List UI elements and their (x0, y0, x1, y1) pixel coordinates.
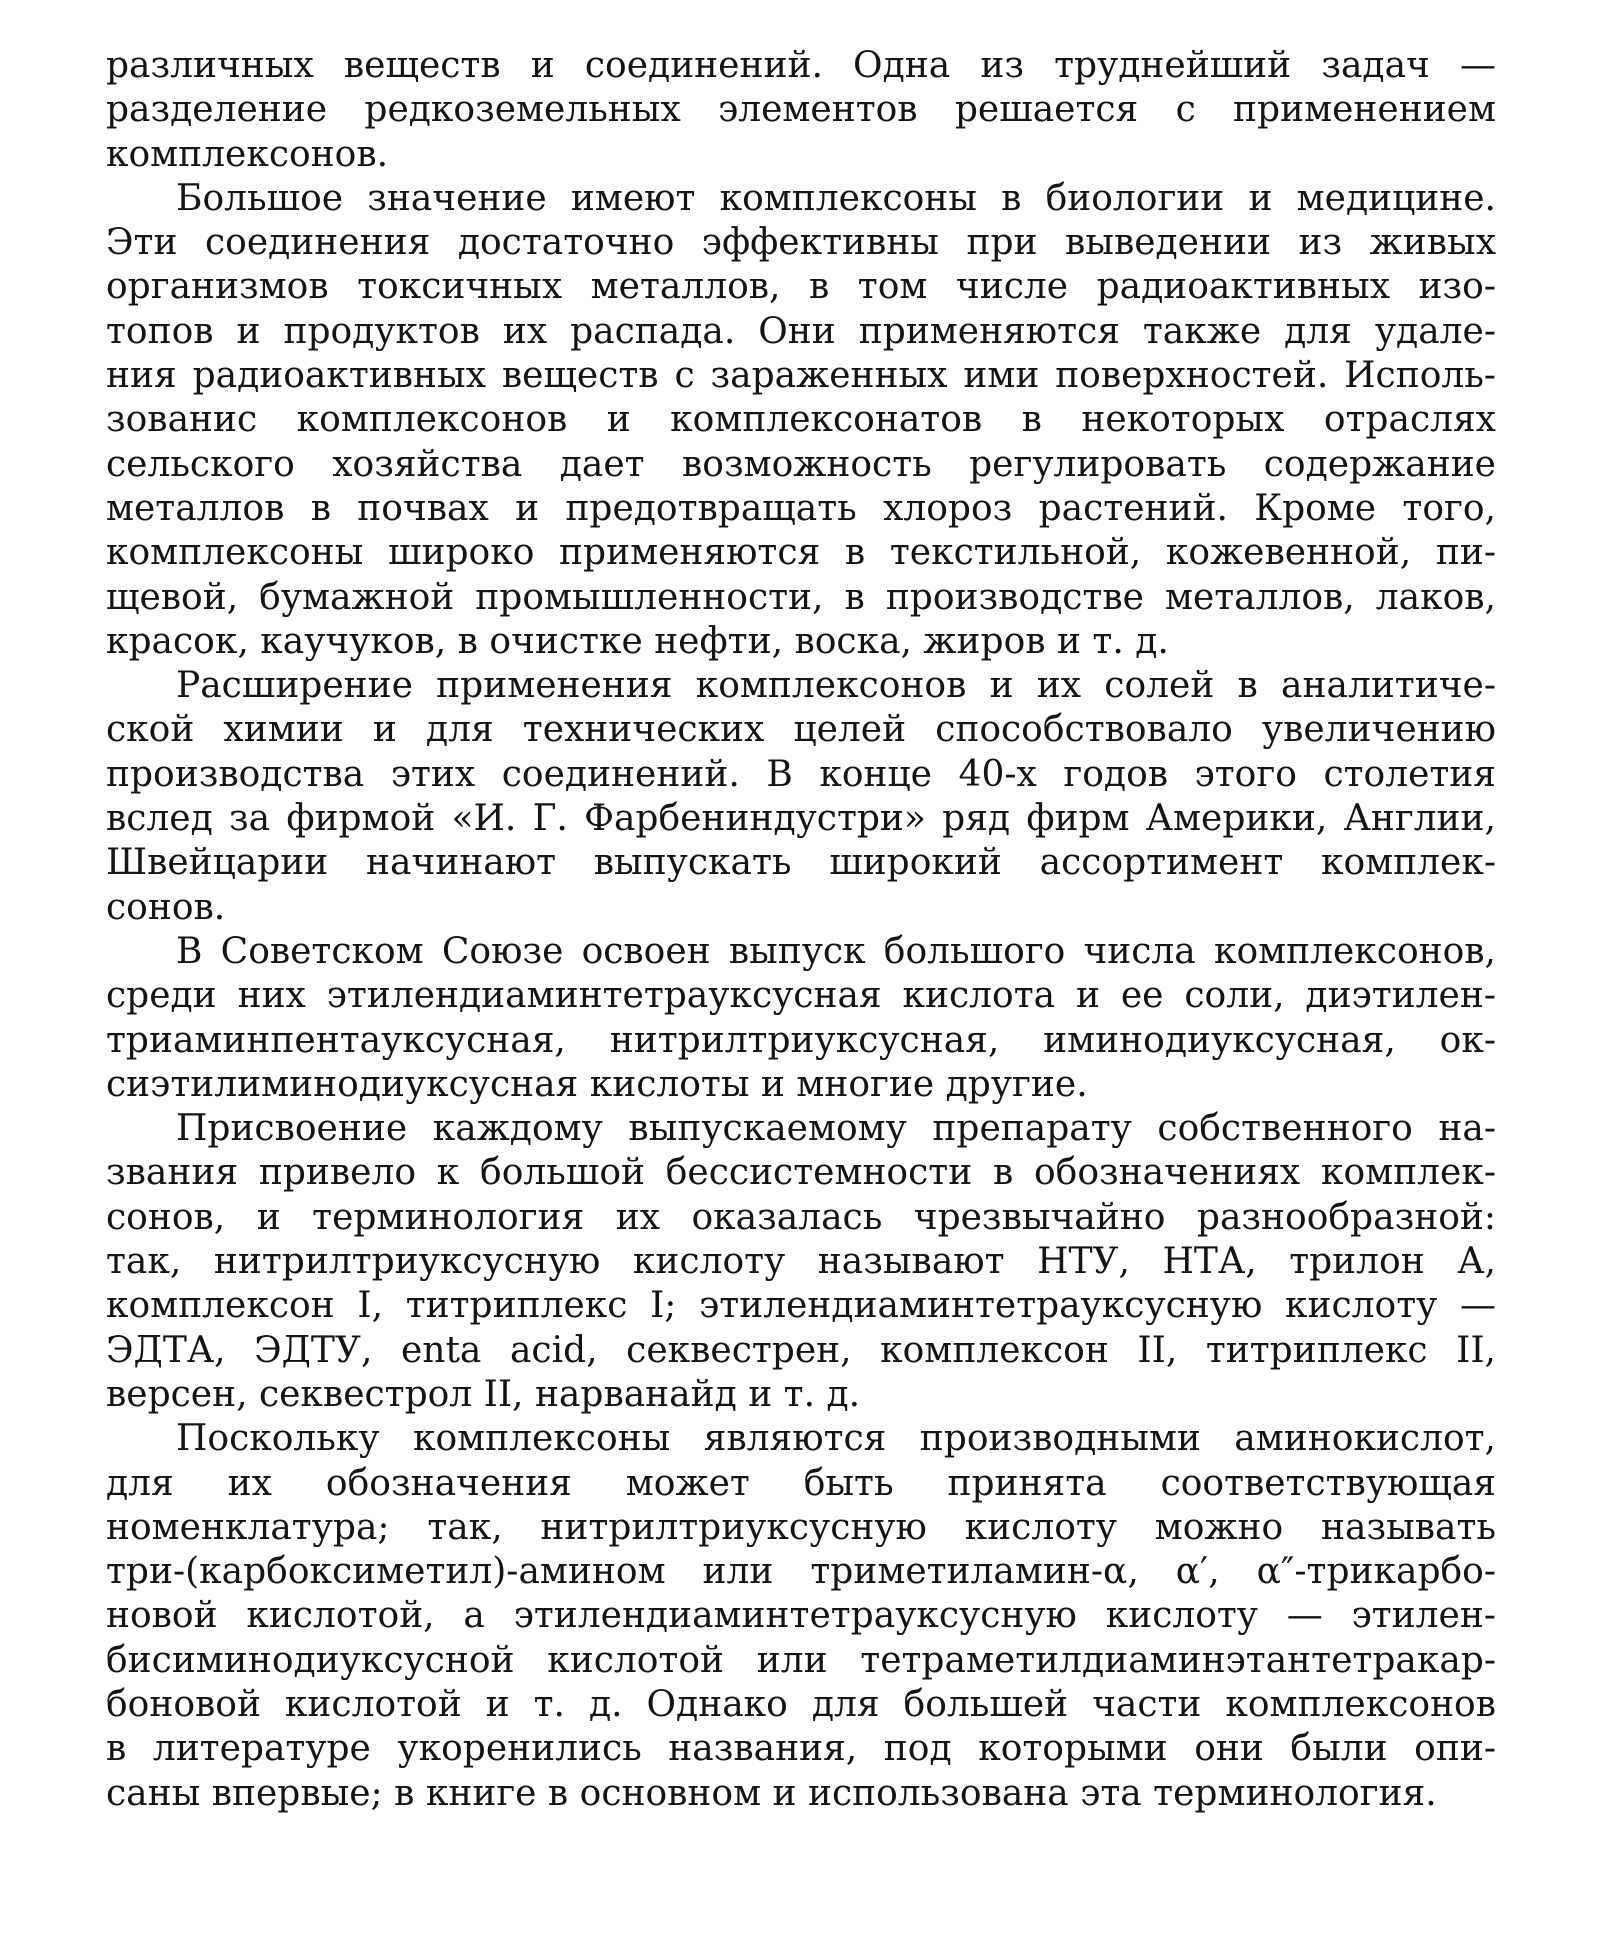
text-line: версен, секвестрол II, нарванайд и т. д. (106, 1373, 861, 1415)
text-line: номенклатура; так, нитрилтриуксусную кислоту можно называть (106, 1506, 1496, 1548)
text-line: сонов. (106, 886, 226, 928)
paragraph (106, 177, 1496, 664)
text-line: щевой, бумажной промышленности, в производстве металлов, лаков, (106, 576, 1496, 618)
text-line: новой кислотой, а этилендиаминтетрауксусную кислоту — этилен- (106, 1595, 1496, 1637)
text-line: организмов токсичных металлов, в том числе радиоактивных изо- (106, 266, 1496, 308)
text-line: Большое значение имеют комплексоны в биологии и медицине. (176, 177, 1496, 219)
text-line: звания привело к большой бессистемности в обозначениях комплек- (106, 1152, 1496, 1194)
paragraph (106, 1417, 1496, 1816)
text-line: Швейцарии начинают выпускать широкий ассортимент комплек- (106, 842, 1496, 884)
text-line: комплексон I, титриплекс I; этилендиаминтетрауксусную кислоту — (106, 1285, 1496, 1327)
text-line: зованис комплексонов и комплексонатов в некоторых отраслях (106, 399, 1496, 441)
text-line: различных веществ и соединений. Одна из труднейший задач — (106, 45, 1496, 86)
text-line: Поскольку комплексоны являются производными аминокислот, (176, 1418, 1496, 1460)
text-line: три-(карбоксиметил)-амином или триметиламин-α, α′, α″-трикарбо- (106, 1551, 1496, 1593)
text-line: триаминпентауксусная, нитрилтриуксусная, иминодиуксусная, ок- (106, 1019, 1496, 1061)
text-line: комплексоны широко применяются в текстильной, кожевенной, пи- (106, 532, 1496, 574)
text-line: в литературе укоренились названия, под которыми они были опи- (106, 1728, 1496, 1770)
paragraph (106, 1107, 1496, 1417)
text-line: вслед за фирмой «И. Г. Фарбениндустри» ряд фирм Америки, Англии, (106, 798, 1496, 840)
text-line: саны впервые; в книге в основном и использована эта терминология. (106, 1772, 1437, 1814)
text-line: В Советском Союзе освоен выпуск большого числа комплексонов, (176, 930, 1496, 972)
text-line: для их обозначения может быть принята соответствующая (106, 1462, 1496, 1504)
text-line: ской химии и для технических целей способствовало увеличению (106, 709, 1496, 751)
text-line: металлов в почвах и предотвращать хлороз растений. Кроме того, (106, 487, 1496, 529)
text-line: ЭДТА, ЭДТУ, enta acid, секвестрен, комплексон II, титриплекс II, (106, 1329, 1496, 1371)
text-line: боновой кислотой и т. д. Однако для большей части комплексонов (106, 1683, 1496, 1725)
text-line: разделение редкоземельных элементов решается с применением (106, 89, 1496, 131)
document-page (106, 44, 1496, 1816)
paragraph (106, 930, 1496, 1107)
text-line: Присвоение каждому выпускаемому препарату собственного на- (176, 1108, 1496, 1150)
paragraph (106, 664, 1496, 930)
paragraph (106, 44, 1496, 177)
text-line: среди них этилендиаминтетрауксусная кислота и ее соли, диэтилен- (106, 975, 1496, 1017)
text-line: сонов, и терминология их оказалась чрезвычайно разнообразной: (106, 1196, 1496, 1238)
text-line: так, нитрилтриуксусную кислоту называют НТУ, НТА, трилон А, (106, 1241, 1496, 1283)
text-line: ния радиоактивных веществ с зараженных ими поверхностей. Исполь- (106, 355, 1496, 397)
text-line: комплексонов. (106, 133, 389, 175)
text-line: Эти соединения достаточно эффективны при выведении из живых (106, 222, 1496, 264)
text-line: красок, каучуков, в очистке нефти, воска, жиров и т. д. (106, 620, 1169, 662)
text-line: производства этих соединений. В конце 40-х годов этого столетия (106, 753, 1496, 795)
text-line: бисиминодиуксусной кислотой или тетраметилдиаминэтантетракар- (106, 1639, 1496, 1681)
text-line: сельского хозяйства дает возможность регулировать содержание (106, 443, 1496, 485)
text-line: топов и продуктов их распада. Они применяются также для удале- (106, 310, 1496, 352)
text-line: Расширение применения комплексонов и их солей в аналитиче- (176, 665, 1496, 707)
text-line: сиэтилиминодиуксусная кислоты и многие другие. (106, 1063, 1088, 1105)
